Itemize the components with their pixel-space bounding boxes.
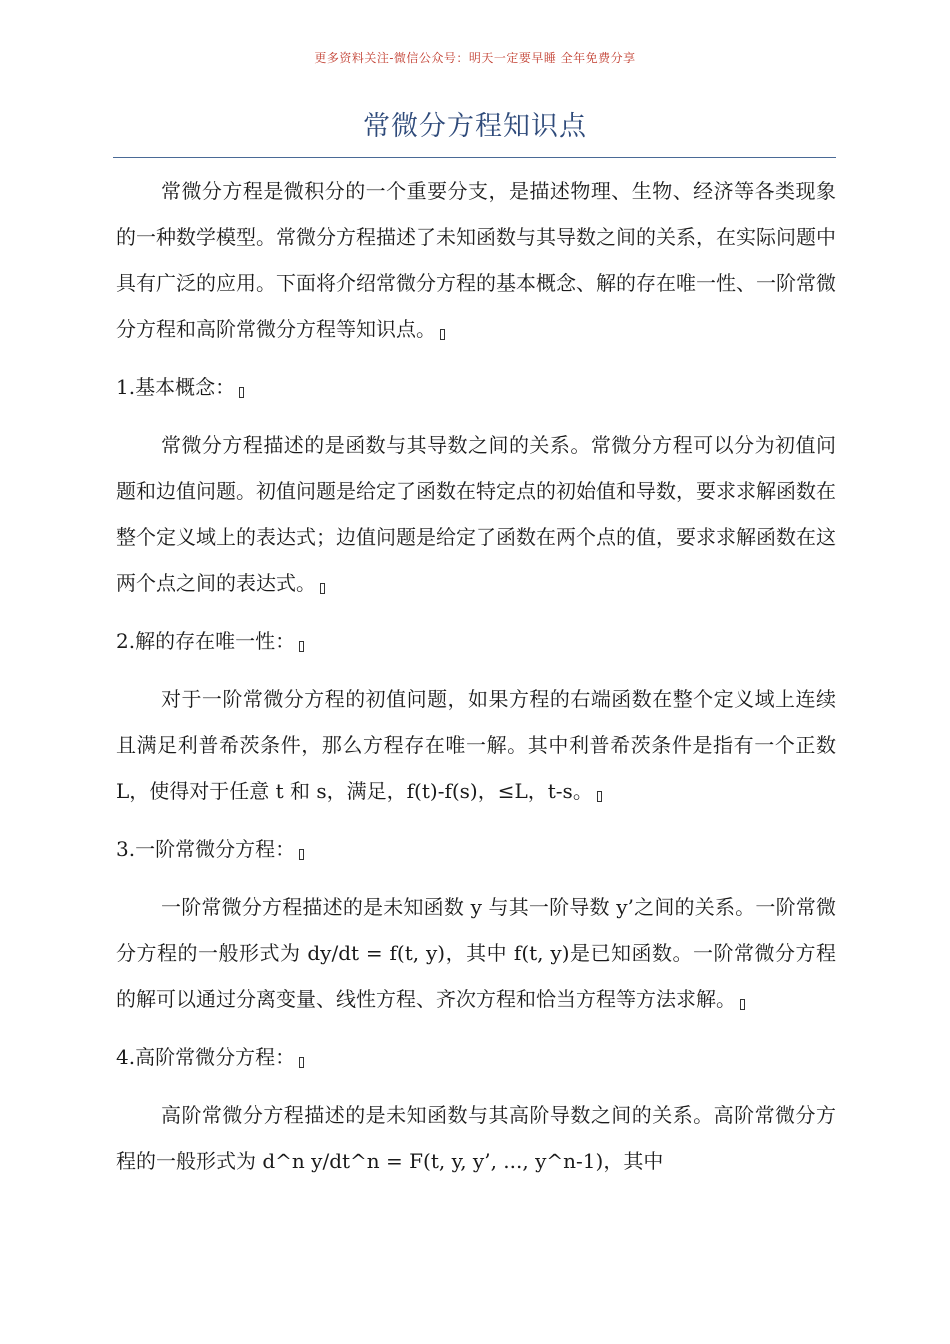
section-heading-text: 2.解的存在唯一性： [116,629,296,653]
paragraph-mark-icon [299,641,304,652]
paragraph-mark-icon [320,583,325,594]
section-heading-basic-concepts [116,352,836,422]
intro-text: 常微分方程是微积分的一个重要分支，是描述物理、生物、经济等各类现象的一种数学模型。常微分方程描述了未知函数与其导数之间的关系，在实际问题中具有广泛的应用。下面将介绍常微分方程的基本概念、解的存在唯一性、一阶常微分方程和高阶常微分方程等知识点。 [116,179,836,341]
section-body-text: 高阶常微分方程描述的是未知函数与其高阶导数之间的关系。高阶常微分方程的一般形式为 d^n y/dt^n = F(t, y, y’, ..., y^n-1)，其中 [116,1103,836,1173]
section-body-text: 一阶常微分方程描述的是未知函数 y 与其一阶导数 y’之间的关系。一阶常微分方程的一般形式为 dy/dt = f(t, y)，其中 f(t, y)是已知函数。一阶常微分方程的解可以通过分离变量、线性方程、齐次方程和恰当方程等方法求解。 [116,895,836,1011]
section-body-first-order [116,884,836,1022]
section-heading-existence-uniqueness [116,606,836,676]
section-heading-text: 1.基本概念： [116,375,236,399]
section-heading-first-order [116,814,836,884]
intro-paragraph [116,168,836,352]
document-body [116,168,836,1184]
section-body-existence-uniqueness [116,676,836,814]
paragraph-mark-icon [597,791,602,802]
paragraph-mark-icon [299,1057,304,1068]
section-body-text: 对于一阶常微分方程的初值问题，如果方程的右端函数在整个定义域上连续且满足利普希茨条件，那么方程存在唯一解。其中利普希茨条件是指有一个正数 L，使得对于任意 t 和 s，满足，f(t)-f(s)，≤L，t-s。 [116,687,836,803]
section-body-higher-order [116,1092,836,1184]
section-heading-text: 3.一阶常微分方程： [116,837,296,861]
header-note: 更多资料关注-微信公众号：明天一定要早睡 全年免费分享 [314,51,636,65]
section-body-basic-concepts [116,422,836,606]
paragraph-mark-icon [299,849,304,860]
section-heading-higher-order [116,1022,836,1092]
paragraph-mark-icon [740,999,745,1010]
document-title: 常微分方程知识点 [363,111,587,142]
section-heading-text: 4.高阶常微分方程： [116,1045,296,1069]
title-divider [113,157,836,158]
section-body-text: 常微分方程描述的是函数与其导数之间的关系。常微分方程可以分为初值问题和边值问题。初值问题是给定了函数在特定点的初始值和导数，要求求解函数在整个定义域上的表达式；边值问题是给定了函数在两个点的值，要求求解函数在这两个点之间的表达式。 [116,433,836,595]
paragraph-mark-icon [440,329,445,340]
paragraph-mark-icon [239,387,244,398]
